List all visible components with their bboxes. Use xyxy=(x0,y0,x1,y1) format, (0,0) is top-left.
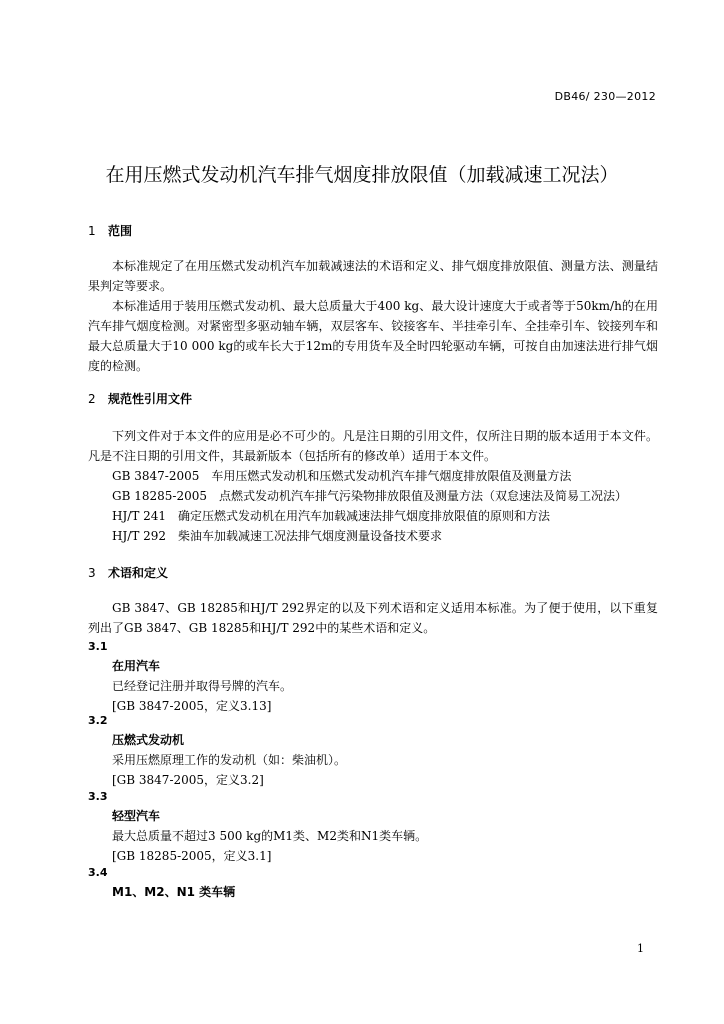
section-heading-normative-references xyxy=(88,390,192,407)
term-name: M1、M2、N1 类车辆 xyxy=(112,885,236,899)
document-title: 在用压燃式发动机汽车排气烟度排放限值（加载减速工况法） xyxy=(105,164,619,186)
reference-item: HJ/T 241 确定压燃式发动机在用汽车加载减速法排气烟度排放限值的原则和方法 xyxy=(112,509,551,523)
clause-number: 3.3 xyxy=(88,790,108,803)
section-number: 1 xyxy=(88,224,96,238)
term-definition: 最大总质量不超过3 500 kg的M1类、M2类和N1类车辆。 xyxy=(112,829,428,843)
term-source: [GB 3847-2005，定义3.13] xyxy=(112,699,272,713)
section-heading-terms xyxy=(88,564,168,581)
section-title: 术语和定义 xyxy=(108,566,169,580)
reference-item: HJ/T 292 柴油车加载减速工况法排气烟度测量设备技术要求 xyxy=(112,529,443,543)
section-heading-scope xyxy=(88,222,132,239)
term-entry xyxy=(112,806,427,866)
term-entry xyxy=(112,730,346,790)
term-name: 压燃式发动机 xyxy=(112,733,185,747)
reference-list xyxy=(112,466,627,546)
references-intro xyxy=(88,426,658,466)
scope-text xyxy=(88,256,658,376)
section-number: 2 xyxy=(88,392,96,406)
standard-code: DB46/ 230—2012 xyxy=(554,90,656,103)
section-title: 规范性引用文件 xyxy=(108,392,193,406)
section-title: 范围 xyxy=(108,224,133,238)
term-source: [GB 3847-2005，定义3.2] xyxy=(112,773,264,787)
term-entry xyxy=(112,882,235,902)
paragraph: 本标准规定了在用压燃式发动机汽车加载减速法的术语和定义、排气烟度排放限值、测量方法、测量结果判定等要求。 xyxy=(88,259,658,293)
page-number: 1 xyxy=(637,942,644,955)
term-entry xyxy=(112,656,292,716)
paragraph: 本标准适用于装用压燃式发动机、最大总质量大于400 kg、最大设计速度大于或者等于50km/h的在用汽车排气烟度检测。对紧密型多驱动轴车辆，双层客车、铰接客车、半挂牵引车、全挂牵引车、铰接列车和最大总质量大于10 000 kg的或车长大于12m的专用货车及全时四轮驱动车辆，可按自由加速法进行排气烟度的检测。 xyxy=(88,299,658,373)
clause-number: 3.4 xyxy=(88,866,108,879)
clause-number: 3.2 xyxy=(88,714,108,727)
term-definition: 已经登记注册并取得号牌的汽车。 xyxy=(112,679,293,693)
paragraph: 下列文件对于本文件的应用是必不可少的。凡是注日期的引用文件，仅所注日期的版本适用于本文件。凡是不注日期的引用文件，其最新版本（包括所有的修改单）适用于本文件。 xyxy=(88,429,658,463)
clause-number: 3.1 xyxy=(88,640,108,653)
paragraph: GB 3847、GB 18285和HJ/T 292界定的以及下列术语和定义适用本标准。为了便于使用，以下重复列出了GB 3847、GB 18285和HJ/T 292中的某些术语和定义。 xyxy=(88,601,658,635)
reference-item: GB 3847-2005 车用压燃式发动机和压燃式发动机汽车排气烟度排放限值及测量方法 xyxy=(112,469,572,483)
term-source: [GB 18285-2005，定义3.1] xyxy=(112,849,272,863)
reference-item: GB 18285-2005 点燃式发动机汽车排气污染物排放限值及测量方法（双怠速法及简易工况法） xyxy=(112,489,627,503)
term-definition: 采用压燃原理工作的发动机（如：柴油机）。 xyxy=(112,753,347,767)
term-name: 在用汽车 xyxy=(112,659,161,673)
section-number: 3 xyxy=(88,566,96,580)
term-name: 轻型汽车 xyxy=(112,809,161,823)
terms-intro xyxy=(88,598,658,638)
